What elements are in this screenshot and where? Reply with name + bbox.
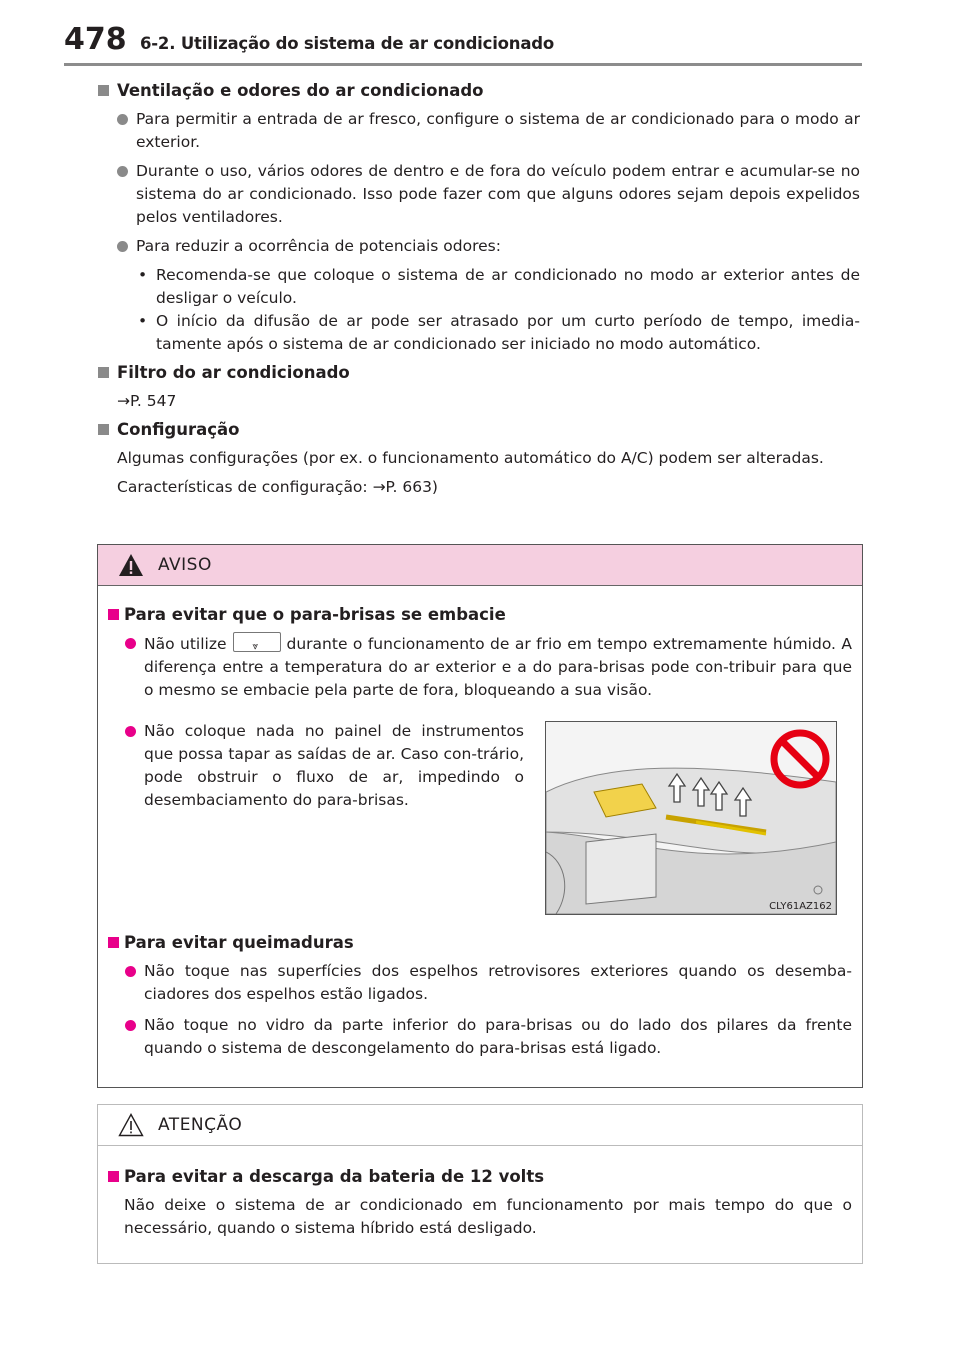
square-bullet-icon xyxy=(108,1171,119,1182)
atencao-body xyxy=(98,1146,862,1250)
main-content xyxy=(96,80,860,505)
round-bullet-icon xyxy=(125,966,136,977)
dashboard-illustration xyxy=(545,721,837,915)
section-heading: Filtro do ar condicionado xyxy=(96,362,860,384)
round-bullet-icon xyxy=(117,241,128,252)
round-bullet-icon xyxy=(125,726,136,737)
list-item: Não coloque nada no painel de instrumentos que possa tapar as saídas de ar. Caso con-trário, pode obstruir o fluxo de ar, impedindo o desembaciamento do para-brisas. xyxy=(108,720,524,910)
box-heading: Para evitar a descarga da bateria de 12 volts xyxy=(108,1166,852,1188)
round-bullet-icon xyxy=(125,1020,136,1031)
box-heading: Para evitar que o para-brisas se embacie xyxy=(108,604,852,626)
page-reference[interactable]: Características de configuração: →P. 663) xyxy=(117,478,438,496)
square-bullet-icon xyxy=(98,367,109,378)
aviso-title: AVISO xyxy=(158,555,212,575)
list-item: Para permitir a entrada de ar fresco, configure o sistema de ar condicionado para o modo ar exterior. xyxy=(96,108,860,154)
box-heading: Para evitar queimaduras xyxy=(108,932,852,954)
small-dot-icon: • xyxy=(138,312,148,330)
chapter-title: 6-2. Utilização do sistema de ar condicionado xyxy=(140,34,555,53)
square-bullet-icon xyxy=(108,937,119,948)
page-number: 478 xyxy=(64,22,127,57)
dashboard-drawing xyxy=(546,722,836,914)
page-header xyxy=(0,0,960,68)
atencao-title: ATENÇÃO xyxy=(158,1115,243,1135)
list-item: Não toque no vidro da parte inferior do para-brisas ou do lado dos pilares da frente quando o sistema de descongelamento do para-brisas está ligado. xyxy=(108,1014,852,1060)
square-bullet-icon xyxy=(98,85,109,96)
paragraph: Não deixe o sistema de ar condicionado em funcionamento por mais tempo do que o necessário, quando o sistema híbrido está desligado. xyxy=(124,1196,852,1237)
warning-triangle-icon xyxy=(118,1113,144,1137)
list-item: Não utilize ⩔ durante o funcionamento de ar frio em tempo extremamente húmido. A diferença entre a temperatura do ar exterior e a do para-brisas pode con-tribuir para que o mesmo se embacie pela parte de fora, bloqueando a sua visão. xyxy=(108,632,852,702)
sub-list-item: • O início da difusão de ar pode ser atrasado por um curto período de tempo, imedia-tamente após o sistema de ar condicionado ser iniciado no modo automático. xyxy=(138,312,860,353)
sub-list-item: • Recomenda-se que coloque o sistema de ar condicionado no modo ar exterior antes de desligar o veículo. xyxy=(138,266,860,307)
square-bullet-icon xyxy=(108,609,119,620)
atencao-box xyxy=(97,1104,863,1264)
figure-code: CLY61AZ162 xyxy=(769,901,832,912)
page-reference[interactable]: →P. 547 xyxy=(117,392,177,410)
list-item: Não toque nas superfícies dos espelhos retrovisores exteriores quando os desemba-ciadores dos espelhos estão ligados. xyxy=(108,960,852,1006)
round-bullet-icon xyxy=(125,638,136,649)
section-heading: Ventilação e odores do ar condicionado xyxy=(96,80,860,102)
round-bullet-icon xyxy=(117,114,128,125)
small-dot-icon: • xyxy=(138,266,148,284)
section-heading: Configuração xyxy=(96,419,860,441)
paragraph: Algumas configurações (por ex. o funcionamento automático do A/C) podem ser alteradas. xyxy=(117,449,824,467)
aviso-box xyxy=(97,544,863,1088)
square-bullet-icon xyxy=(98,424,109,435)
atencao-header xyxy=(98,1105,862,1146)
defroster-icon: ⩔ xyxy=(233,632,281,652)
aviso-header xyxy=(98,545,862,586)
list-item: Para reduzir a ocorrência de potenciais odores: xyxy=(96,235,860,258)
round-bullet-icon xyxy=(117,166,128,177)
warning-triangle-icon xyxy=(118,553,144,577)
header-rule xyxy=(64,63,862,66)
list-item: Durante o uso, vários odores de dentro e de fora do veículo podem entrar e acumular-se no sistema do ar condicionado. Isso pode fazer com que alguns odores sejam depois expelidos pelos ventiladores. xyxy=(96,160,860,229)
